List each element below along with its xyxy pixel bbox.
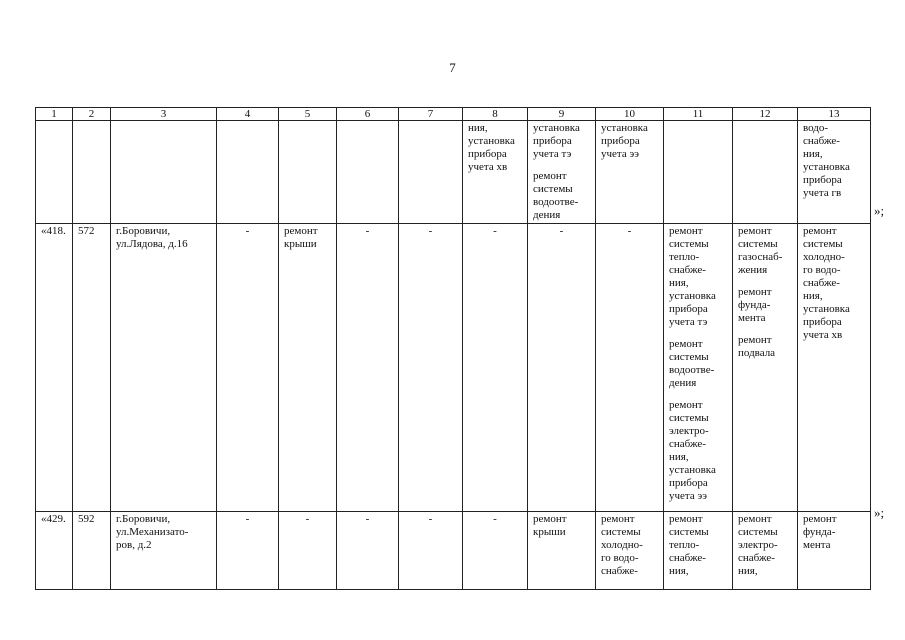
table-cell-col-11 [664,224,733,512]
column-header-1: 1 [36,108,73,121]
table-cell-col-7 [399,512,463,590]
cell-text: ремонт фунда- мента [738,286,772,324]
column-header-11: 11 [664,108,733,121]
cell-text: водо- снабже- ния, установка прибора учета гв [803,122,850,199]
cell-text: ния, установка прибора учета хв [468,122,515,173]
cell-text: ремонт подвала [738,334,776,359]
column-header-7: 7 [399,108,463,121]
cell-text: ремонт крыши [533,513,567,538]
column-header-13: 13 [798,108,871,121]
table-cell-col-13 [798,121,871,224]
cell-text: 572 [78,225,95,237]
cell-text: ремонт системы электро- снабже- ния, установка прибора учета ээ [669,399,716,502]
table-cell-col-13 [798,224,871,512]
table-cell-col-5 [279,512,337,590]
cell-text: ремонт фунда- мента [803,513,837,551]
table-cell-col-4 [217,224,279,512]
table-cell-col-12 [733,512,798,590]
cell-text: - [627,225,632,237]
table-cell-col-10 [596,224,664,512]
header-row [36,108,871,121]
table-cell-col-6 [337,512,399,590]
cell-text: - [428,513,433,525]
cell-text: - [245,513,250,525]
table-cell-col-5 [279,121,337,224]
table-cell-col-9 [528,121,596,224]
cell-text: 592 [78,513,95,525]
cell-text: - [559,225,564,237]
column-header-4: 4 [217,108,279,121]
table-cell-col-7 [399,224,463,512]
column-header-10: 10 [596,108,664,121]
table-row [36,121,871,224]
cell-text: ремонт системы холодно- го водо- снабже- [601,513,643,577]
cell-text: - [365,225,370,237]
column-header-3: 3 [111,108,217,121]
cell-text: - [245,225,250,237]
cell-text: «429. [41,513,66,525]
table-row [36,512,871,590]
table-cell-col-1 [36,121,73,224]
table-cell-col-6 [337,121,399,224]
cell-text: ремонт системы тепло- снабже- ния, [669,513,709,577]
cell-text: ремонт крыши [284,225,318,250]
column-header-12: 12 [733,108,798,121]
table-cell-col-9 [528,512,596,590]
cell-text: - [305,513,310,525]
table-cell-col-5 [279,224,337,512]
closing-quote-1: »; [874,203,885,218]
cell-text: г.Боровичи, ул.Механизато- ров, д.2 [116,513,189,551]
table-cell-col-10 [596,121,664,224]
table-cell-col-12 [733,224,798,512]
table-cell-col-11 [664,512,733,590]
column-header-5: 5 [279,108,337,121]
table-cell-col-2 [73,512,111,590]
table-cell-col-6 [337,224,399,512]
column-header-8: 8 [463,108,528,121]
cell-text: г.Боровичи, ул.Лядова, д.16 [116,225,188,250]
table-cell-col-12 [733,121,798,224]
page-number: 7 [449,60,456,75]
table-cell-col-10 [596,512,664,590]
table-cell-col-3 [111,121,217,224]
cell-text: ремонт системы водоотве- дения [669,338,715,389]
column-header-2: 2 [73,108,111,121]
table-cell-col-4 [217,121,279,224]
cell-text: - [493,513,497,525]
closing-quote-2: »; [874,505,885,520]
table-cell-col-13 [798,512,871,590]
table-cell-col-1 [36,224,73,512]
table-cell-col-7 [399,121,463,224]
table-row [36,224,871,512]
cell-text: «418. [41,225,66,237]
cell-text: - [493,225,497,237]
table-cell-col-8 [463,512,528,590]
table-cell-col-2 [73,121,111,224]
table-cell-col-2 [73,224,111,512]
table-cell-col-3 [111,512,217,590]
table-cell-col-8 [463,224,528,512]
cell-text: ремонт системы водоотве- дения [533,170,579,221]
cell-text: - [365,513,370,525]
repair-schedule-table [35,107,871,590]
cell-text: - [428,225,433,237]
column-header-9: 9 [528,108,596,121]
table-cell-col-9 [528,224,596,512]
cell-text: ремонт системы холодно- го водо- снабже- ния, установка прибора учета хв [803,225,850,341]
cell-text: ремонт системы электро- снабже- ния, [738,513,778,577]
table-cell-col-11 [664,121,733,224]
table-cell-col-8 [463,121,528,224]
cell-text: установка прибора учета тэ [533,122,580,160]
cell-text: ремонт системы тепло- снабже- ния, установка прибора учета тэ [669,225,716,328]
cell-text: установка прибора учета ээ [601,122,648,160]
table-cell-col-3 [111,224,217,512]
column-header-6: 6 [337,108,399,121]
cell-text: ремонт системы газоснаб- жения [738,225,783,276]
table-cell-col-4 [217,512,279,590]
table-cell-col-1 [36,512,73,590]
